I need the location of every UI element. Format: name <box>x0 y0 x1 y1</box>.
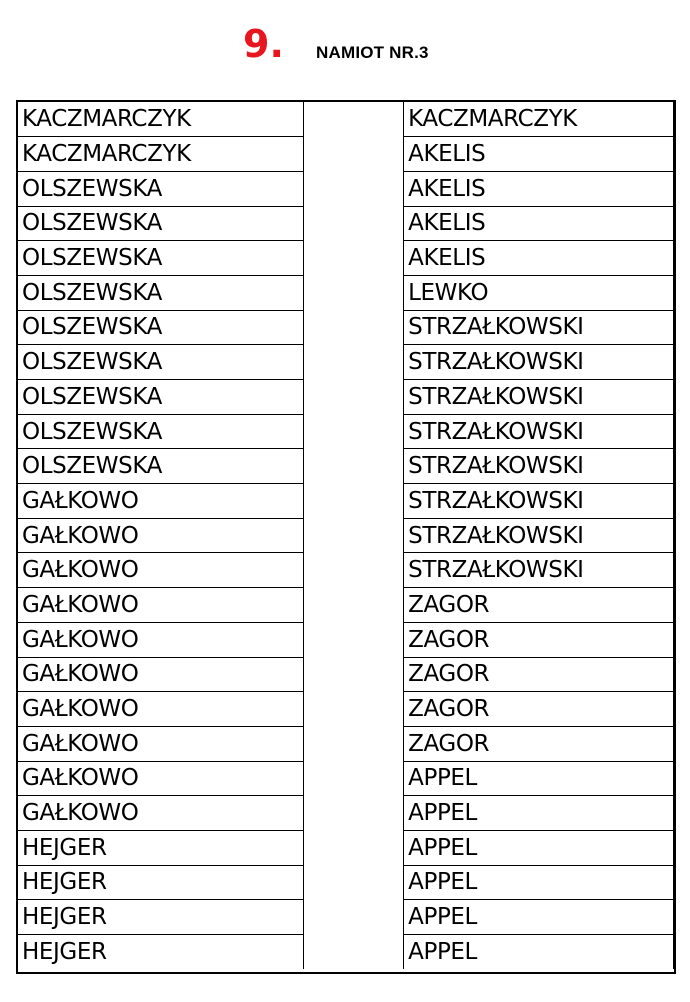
spacer-cell <box>304 206 404 241</box>
spacer-cell <box>304 241 404 276</box>
right-name-cell: APPEL <box>404 900 674 935</box>
left-name-cell: GAŁKOWO <box>18 726 304 761</box>
table-row <box>18 484 674 519</box>
table-row <box>18 657 674 692</box>
spacer-cell <box>304 345 404 380</box>
spacer-cell <box>304 657 404 692</box>
right-name-cell: ZAGOR <box>404 622 674 657</box>
right-name-cell: AKELIS <box>404 206 674 241</box>
spacer-cell <box>304 518 404 553</box>
spacer-cell <box>304 171 404 206</box>
left-name-cell: OLSZEWSKA <box>18 241 304 276</box>
spacer-cell <box>304 761 404 796</box>
table-row <box>18 588 674 623</box>
left-name-cell: GAŁKOWO <box>18 553 304 588</box>
left-name-cell: GAŁKOWO <box>18 484 304 519</box>
table-row <box>18 449 674 484</box>
table-row <box>18 171 674 206</box>
spacer-cell <box>304 102 404 137</box>
left-name-cell: HEJGER <box>18 900 304 935</box>
right-name-cell: STRZAŁKOWSKI <box>404 553 674 588</box>
left-name-cell: OLSZEWSKA <box>18 310 304 345</box>
spacer-cell <box>304 553 404 588</box>
spacer-cell <box>304 449 404 484</box>
spacer-cell <box>304 484 404 519</box>
spacer-cell <box>304 726 404 761</box>
right-name-cell: APPEL <box>404 865 674 900</box>
spacer-cell <box>304 622 404 657</box>
table-row <box>18 241 674 276</box>
table-row <box>18 726 674 761</box>
table-row <box>18 137 674 172</box>
left-name-cell: GAŁKOWO <box>18 518 304 553</box>
left-name-cell: KACZMARCZYK <box>18 102 304 137</box>
spacer-cell <box>304 414 404 449</box>
assignment-table <box>16 100 676 974</box>
right-name-cell: STRZAŁKOWSKI <box>404 380 674 415</box>
left-name-cell: HEJGER <box>18 830 304 865</box>
right-name-cell: AKELIS <box>404 241 674 276</box>
left-name-cell: GAŁKOWO <box>18 692 304 727</box>
right-name-cell: LEWKO <box>404 275 674 310</box>
table-row <box>18 310 674 345</box>
table-row <box>18 622 674 657</box>
left-name-cell: GAŁKOWO <box>18 796 304 831</box>
spacer-cell <box>304 380 404 415</box>
table-row <box>18 345 674 380</box>
right-name-cell: STRZAŁKOWSKI <box>404 310 674 345</box>
table-row <box>18 414 674 449</box>
right-name-cell: ZAGOR <box>404 588 674 623</box>
right-name-cell: AKELIS <box>404 171 674 206</box>
spacer-cell <box>304 275 404 310</box>
right-name-cell: APPEL <box>404 761 674 796</box>
table-row <box>18 900 674 935</box>
table-body <box>18 102 674 969</box>
right-name-cell: ZAGOR <box>404 692 674 727</box>
spacer-cell <box>304 865 404 900</box>
left-name-cell: OLSZEWSKA <box>18 414 304 449</box>
right-name-cell: APPEL <box>404 796 674 831</box>
spacer-cell <box>304 796 404 831</box>
right-name-cell: KACZMARCZYK <box>404 102 674 137</box>
right-name-cell: STRZAŁKOWSKI <box>404 345 674 380</box>
right-name-cell: APPEL <box>404 830 674 865</box>
spacer-cell <box>304 900 404 935</box>
table-row <box>18 102 674 137</box>
spacer-cell <box>304 692 404 727</box>
right-name-cell: STRZAŁKOWSKI <box>404 414 674 449</box>
table-row <box>18 275 674 310</box>
spacer-cell <box>304 137 404 172</box>
table-row <box>18 761 674 796</box>
table-row <box>18 553 674 588</box>
left-name-cell: OLSZEWSKA <box>18 275 304 310</box>
left-name-cell: GAŁKOWO <box>18 761 304 796</box>
table-row <box>18 796 674 831</box>
tent-number: 9. <box>243 22 284 66</box>
left-name-cell: GAŁKOWO <box>18 657 304 692</box>
right-name-cell: ZAGOR <box>404 726 674 761</box>
left-name-cell: GAŁKOWO <box>18 588 304 623</box>
left-name-cell: OLSZEWSKA <box>18 345 304 380</box>
left-name-cell: HEJGER <box>18 935 304 970</box>
spacer-cell <box>304 935 404 970</box>
right-name-cell: STRZAŁKOWSKI <box>404 484 674 519</box>
left-name-cell: GAŁKOWO <box>18 622 304 657</box>
right-name-cell: APPEL <box>404 935 674 970</box>
left-name-cell: OLSZEWSKA <box>18 449 304 484</box>
spacer-cell <box>304 830 404 865</box>
spacer-cell <box>304 588 404 623</box>
right-name-cell: STRZAŁKOWSKI <box>404 518 674 553</box>
table-row <box>18 692 674 727</box>
table-row <box>18 518 674 553</box>
left-name-cell: OLSZEWSKA <box>18 171 304 206</box>
right-name-cell: STRZAŁKOWSKI <box>404 449 674 484</box>
table-row <box>18 865 674 900</box>
table-row <box>18 935 674 970</box>
page-header <box>0 22 690 72</box>
right-name-cell: AKELIS <box>404 137 674 172</box>
spacer-cell <box>304 310 404 345</box>
left-name-cell: OLSZEWSKA <box>18 380 304 415</box>
left-name-cell: OLSZEWSKA <box>18 206 304 241</box>
page-title: NAMIOT NR.3 <box>316 43 429 62</box>
table-row <box>18 206 674 241</box>
left-name-cell: HEJGER <box>18 865 304 900</box>
table-row <box>18 830 674 865</box>
right-name-cell: ZAGOR <box>404 657 674 692</box>
left-name-cell: KACZMARCZYK <box>18 137 304 172</box>
table-row <box>18 380 674 415</box>
